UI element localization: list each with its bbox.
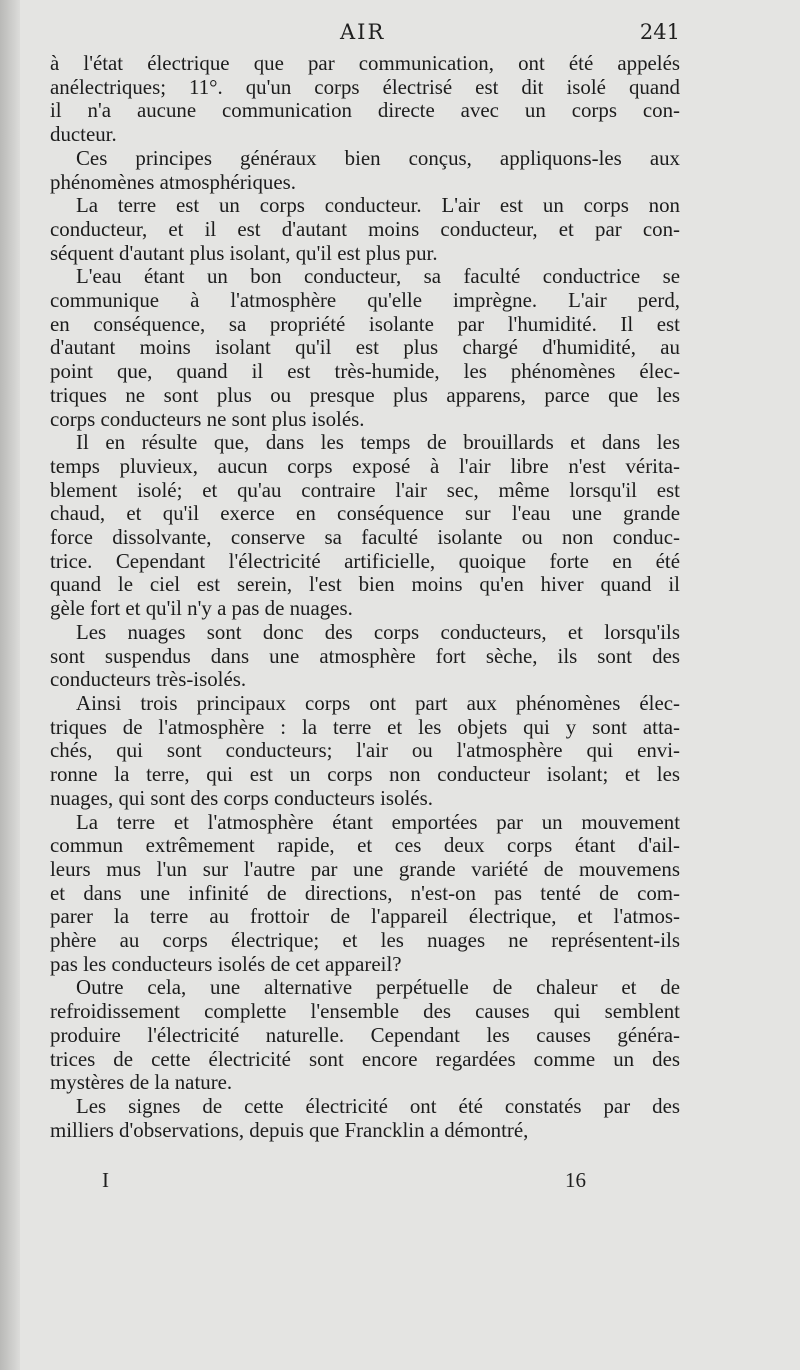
text-line: Il en résulte que, dans les temps de brouillards et dans les: [76, 430, 680, 455]
text-line: en conséquence, sa propriété isolante par l'humidité. Il est: [50, 311, 680, 336]
paragraph: [50, 692, 680, 811]
page-header: [50, 20, 680, 50]
text-line: L'eau étant un bon conducteur, sa faculté conductrice se: [76, 264, 680, 289]
text-line: Les signes de cette électricité ont été constatés par des: [76, 1093, 680, 1118]
text-line: chés, qui sont conducteurs; l'air ou l'atmosphère qui envi-: [50, 738, 680, 763]
text-line: gèle fort et qu'il n'y a pas de nuages.: [50, 596, 353, 621]
text-line: leurs mus l'un sur l'autre par une grande variété de mouvemens: [50, 856, 680, 881]
text-line: phénomènes atmosphériques.: [50, 169, 296, 194]
paragraph: [50, 265, 680, 431]
text-line: refroidissement complette l'ensemble des causes qui semblent: [50, 999, 680, 1024]
text-line: produire l'électricité naturelle. Cependant les causes généra-: [50, 1022, 680, 1047]
text-line: conducteur, et il est d'autant moins conducteur, et par con-: [50, 216, 680, 241]
paragraph: [50, 147, 680, 194]
text-line: à l'état électrique que par communication, ont été appelés: [50, 51, 680, 75]
page-number: 241: [639, 20, 680, 44]
paragraph: [50, 52, 680, 147]
text-line: Ces principes généraux bien conçus, appliquons-les aux: [76, 145, 680, 170]
running-head: AIR: [340, 20, 386, 44]
page-footer: [50, 1168, 680, 1194]
text-line: mystères de la nature.: [50, 1070, 233, 1095]
text-line: nuages, qui sont des corps conducteurs isolés.: [50, 785, 433, 810]
text-line: quand le ciel est serein, l'est bien moins qu'en hiver quand il: [50, 572, 680, 597]
body-text: [50, 52, 680, 1142]
text-line: trices de cette électricité sont encore regardées comme un des: [50, 1046, 680, 1071]
text-line: phère au corps électrique; et les nuages ne représentent-ils: [50, 928, 680, 953]
text-line: parer la terre au frottoir de l'appareil électrique, et l'atmos-: [50, 904, 680, 929]
volume-mark: I: [102, 1168, 109, 1192]
paragraph: [50, 621, 680, 692]
text-line: chaud, et qu'il exerce en conséquence sur l'eau une grande: [50, 501, 680, 526]
text-line: point que, quand il est très-humide, les phénomènes élec-: [50, 359, 680, 384]
text-line: commun extrêmement rapide, et ces deux corps étant d'ail-: [50, 833, 680, 858]
text-line: pas les conducteurs isolés de cet appareil?: [50, 951, 402, 976]
text-line: milliers d'observations, depuis que Francklin a démontré,: [50, 1117, 529, 1142]
text-line: triques de l'atmosphère : la terre et les objets qui y sont atta-: [50, 714, 680, 739]
text-line: corps conducteurs ne sont plus isolés.: [50, 406, 365, 431]
text-line: triques ne sont plus ou presque plus apparens, parce que les: [50, 382, 680, 407]
text-line: communique à l'atmosphère qu'elle imprègne. L'air perd,: [50, 288, 680, 313]
text-line: ducteur.: [50, 122, 117, 147]
paragraph: [50, 194, 680, 265]
paragraph: [50, 811, 680, 977]
text-line: et dans une infinité de directions, n'est-on pas tenté de com-: [50, 880, 680, 905]
paragraph: [50, 1095, 680, 1142]
text-line: sont suspendus dans une atmosphère fort sèche, ils sont des: [50, 643, 680, 668]
text-line: séquent d'autant plus isolant, qu'il est plus pur.: [50, 240, 438, 265]
paragraph: [50, 431, 680, 621]
text-line: ronne la terre, qui est un corps non conducteur isolant; et les: [50, 762, 680, 787]
paragraph: [50, 976, 680, 1095]
text-line: trice. Cependant l'électricité artificielle, quoique forte en été: [50, 548, 680, 573]
text-line: blement isolé; et qu'au contraire l'air sec, même lorsqu'il est: [50, 477, 680, 502]
text-line: Les nuages sont donc des corps conducteurs, et lorsqu'ils: [76, 619, 680, 644]
text-line: La terre et l'atmosphère étant emportées par un mouvement: [76, 809, 680, 834]
text-line: La terre est un corps conducteur. L'air est un corps non: [76, 193, 680, 218]
text-line: anélectriques; 11°. qu'un corps électrisé est dit isolé quand: [50, 74, 680, 99]
text-line: d'autant moins isolant qu'il est plus chargé d'humidité, au: [50, 335, 680, 360]
text-line: Ainsi trois principaux corps ont part aux phénomènes élec-: [76, 690, 680, 715]
page-gutter-shadow: [0, 0, 20, 1370]
signature-mark: 16: [565, 1168, 586, 1192]
text-line: force dissolvante, conserve sa faculté isolante ou non conduc-: [50, 525, 680, 550]
text-line: conducteurs très-isolés.: [50, 667, 247, 692]
text-line: temps pluvieux, aucun corps exposé à l'air libre n'est vérita-: [50, 453, 680, 478]
text-line: il n'a aucune communication directe avec un corps con-: [50, 98, 680, 123]
text-line: Outre cela, une alternative perpétuelle de chaleur et de: [76, 975, 680, 1000]
